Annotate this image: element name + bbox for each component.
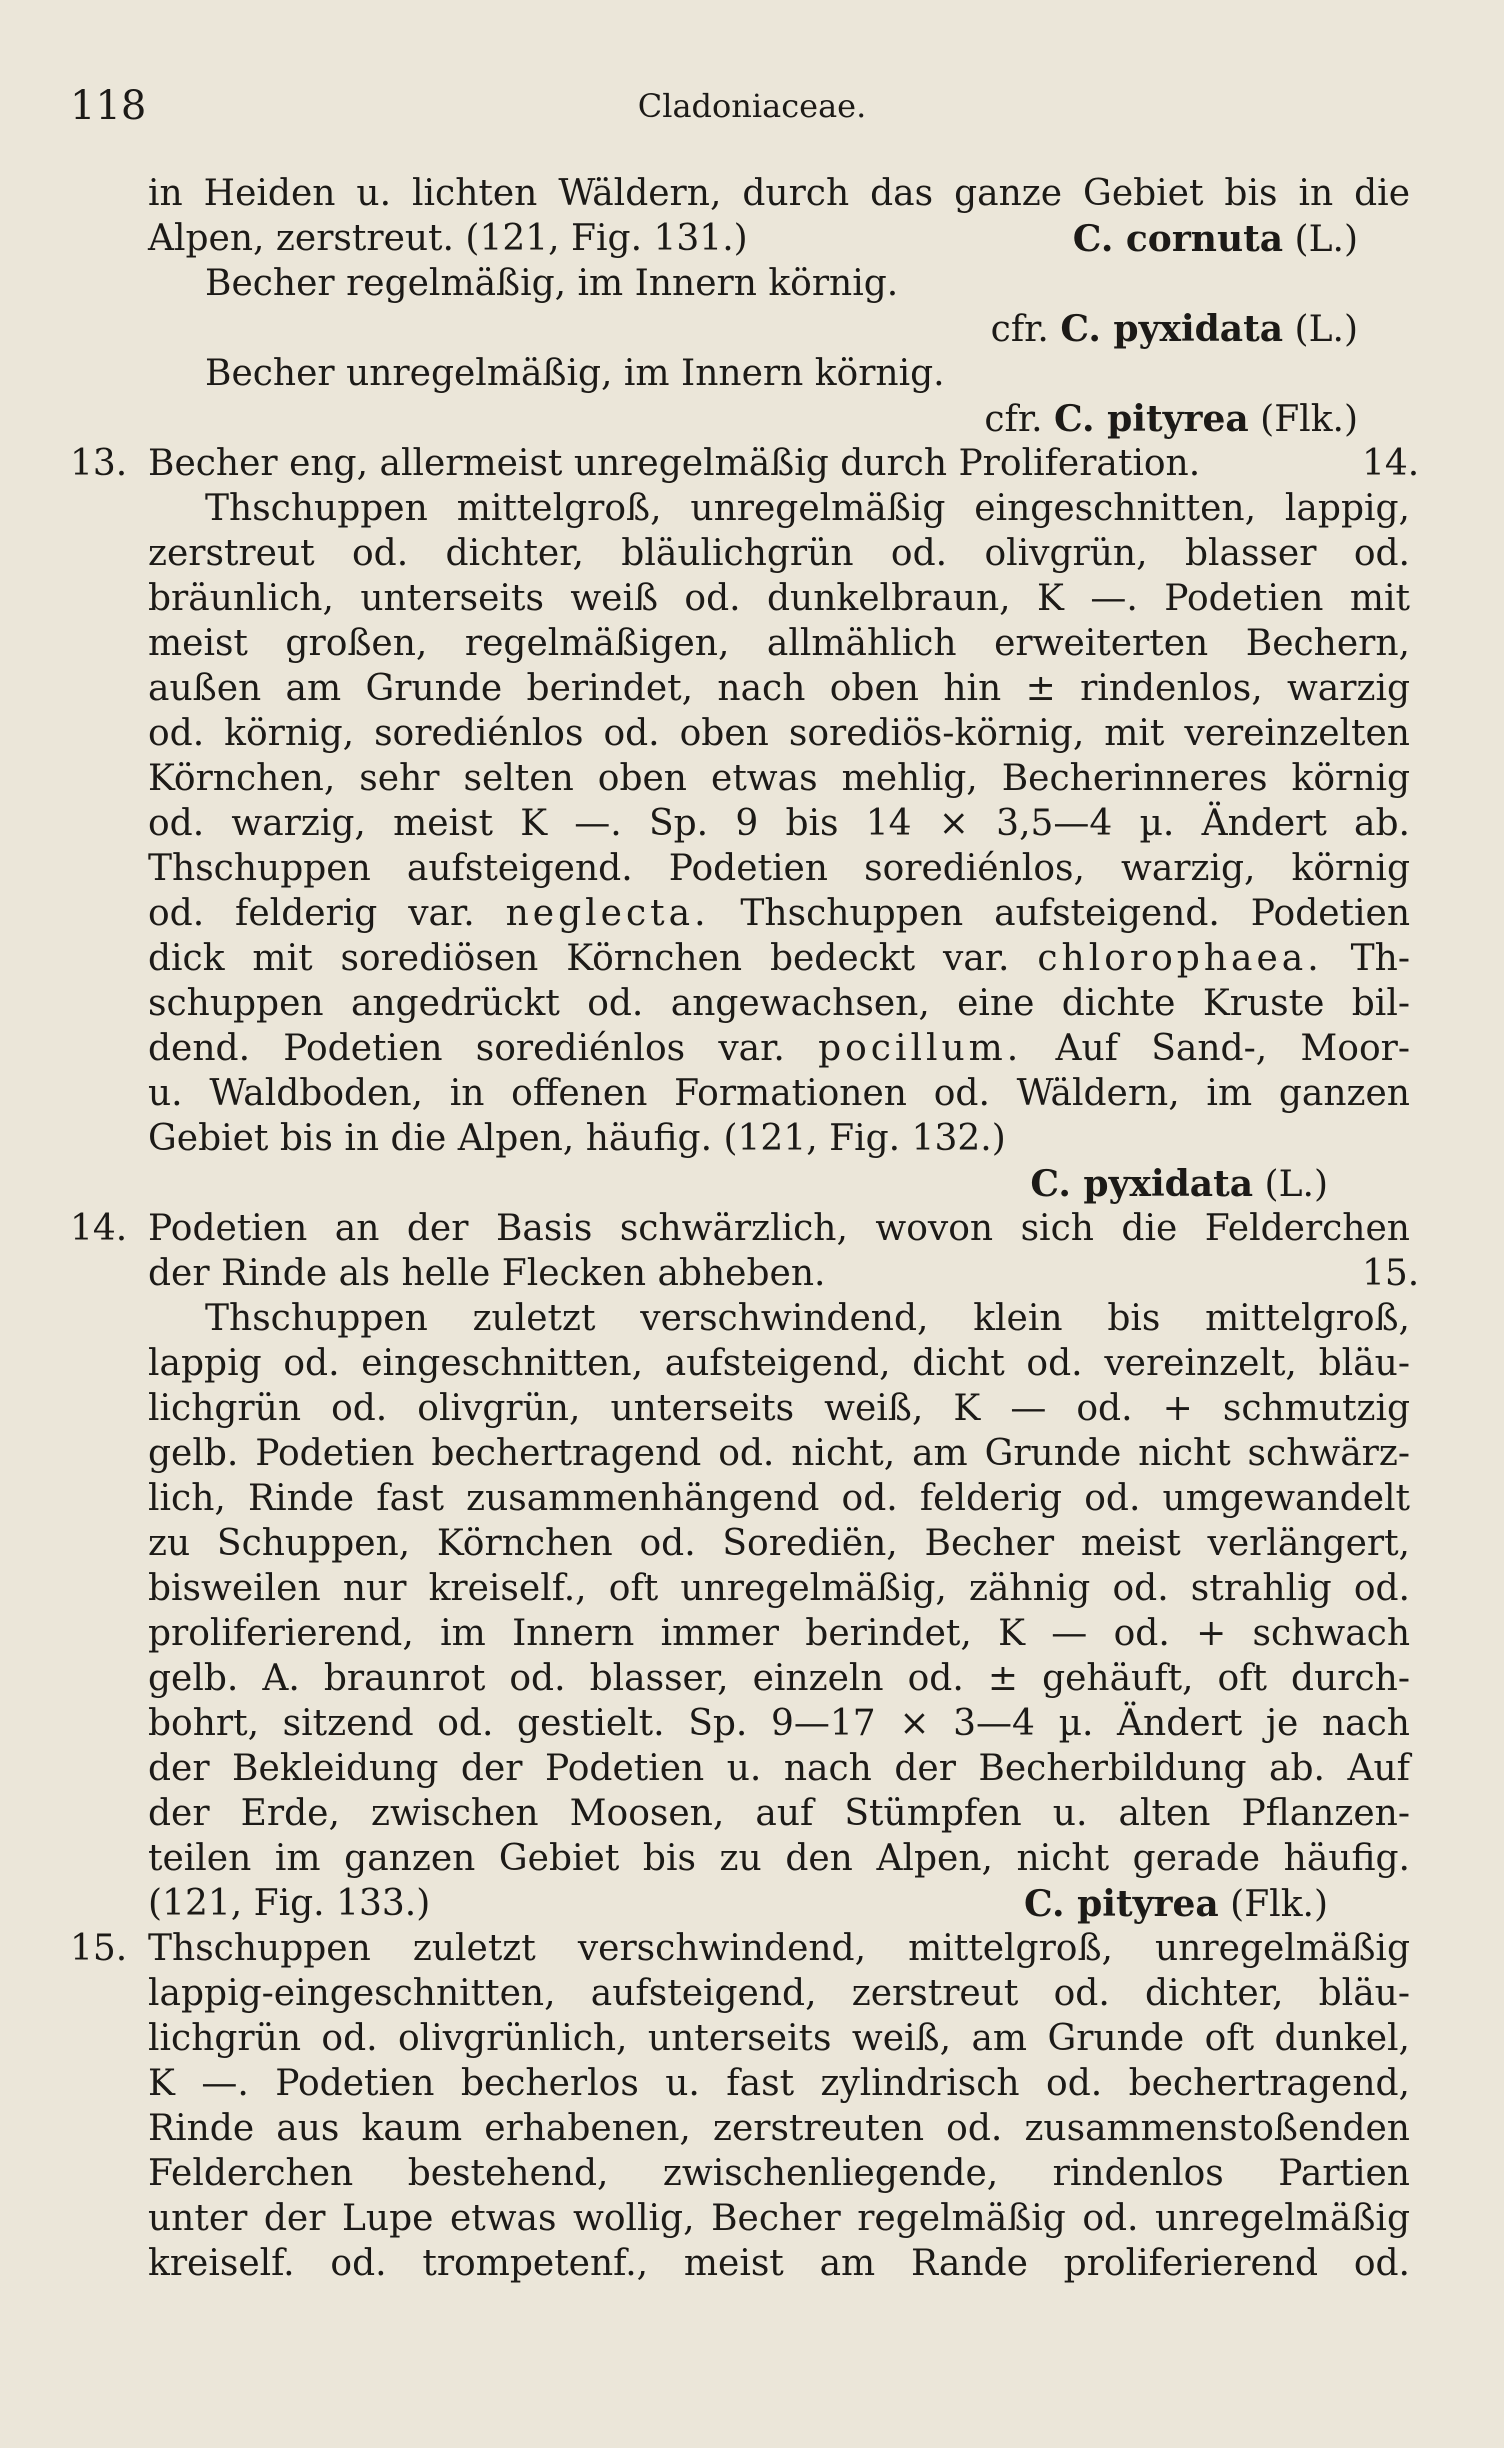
- author-abbrev: (Flk.): [1230, 1884, 1328, 1925]
- running-title: Cladoniaceae.: [637, 87, 867, 125]
- text-line: Becher eng, allermeist unregelmäßig durch Proliferation.: [148, 443, 1201, 484]
- author-abbrev: (L.): [1294, 309, 1358, 350]
- lead-reference: 15.: [1362, 1253, 1420, 1294]
- text-span: Thschuppen aufsteigend. Podetien: [740, 893, 1411, 934]
- text-span: Th-: [1350, 938, 1410, 979]
- couplet-number: 15.: [70, 1928, 128, 1969]
- text-line: Becher regelmäßig, im Innern körnig.: [205, 263, 899, 304]
- text-line: bräunlich, unterseits weiß od. dunkelbraun, K —. Podetien mit: [148, 578, 1410, 619]
- text-line: od. körnig, sorediénlos od. oben sorediös-körnig, mit vereinzelten: [148, 713, 1410, 754]
- text-line: gelb. Podetien bechertragend od. nicht, am Grunde nicht schwärz-: [148, 1433, 1410, 1474]
- text-line: kreiself. od. trompetenf., meist am Rande proliferierend od.: [148, 2243, 1410, 2284]
- text-line: unter der Lupe etwas wollig, Becher regelmäßig od. unregelmäßig: [148, 2198, 1410, 2239]
- text-span: od. felderig var.: [148, 893, 475, 934]
- species-name: C. pityrea: [1054, 398, 1249, 440]
- species-name-line: [148, 1882, 1328, 1927]
- variety-name: pocillum.: [818, 1028, 1023, 1069]
- text-line: Gebiet bis in die Alpen, häufig. (121, Fig. 132.): [148, 1118, 1006, 1159]
- text-line: schuppen angedrückt od. angewachsen, eine dichte Kruste bil-: [148, 983, 1410, 1024]
- text-line: K —. Podetien becherlos u. fast zylindrisch od. bechertragend,: [148, 2063, 1410, 2104]
- text-line: (121, Fig. 133.): [148, 1883, 431, 1924]
- text-line: lichgrün od. olivgrün, unterseits weiß, K — od. + schmutzig: [148, 1388, 1410, 1429]
- text-line: der Rinde als helle Flecken abheben.: [148, 1253, 826, 1294]
- author-abbrev: (L.): [1294, 219, 1358, 260]
- text-line: [148, 892, 1410, 936]
- text-line: lappig-eingeschnitten, aufsteigend, zerstreut od. dichter, bläu-: [148, 1973, 1410, 2014]
- text-line: teilen im ganzen Gebiet bis zu den Alpen, nicht gerade häufig.: [148, 1838, 1410, 1879]
- text-line: der Bekleidung der Podetien u. nach der Becherbildung ab. Auf: [148, 1748, 1410, 1789]
- species-name: C. pyxidata: [1030, 1163, 1254, 1205]
- text-line: zerstreut od. dichter, bläulichgrün od. olivgrün, blasser od.: [148, 533, 1410, 574]
- couplet-number: 14.: [70, 1208, 128, 1249]
- text-line: gelb. A. braunrot od. blasser, einzeln od. ± gehäuft, oft durch-: [148, 1658, 1410, 1699]
- text-line: od. warzig, meist K —. Sp. 9 bis 14 × 3,5—4 µ. Ändert ab.: [148, 803, 1410, 844]
- species-name-line: [148, 397, 1358, 442]
- text-span: Alpen, zerstreut. (121, Fig. 131.): [148, 218, 748, 259]
- text-line: in Heiden u. lichten Wäldern, durch das ganze Gebiet bis in die: [148, 173, 1410, 214]
- text-line: meist großen, regelmäßigen, allmählich erweiterten Bechern,: [148, 623, 1410, 664]
- text-line: [148, 937, 1410, 981]
- text-line: [148, 1027, 1410, 1071]
- text-span: dick mit sorediösen Körnchen bedeckt var.: [148, 938, 1010, 979]
- text-line: u. Waldboden, in offenen Formationen od. Wäldern, im ganzen: [148, 1073, 1410, 1114]
- page-number: 118: [70, 83, 147, 129]
- species-name: C. cornuta: [1072, 218, 1284, 260]
- text-line: bisweilen nur kreiself., oft unregelmäßig, zähnig od. strahlig od.: [148, 1568, 1410, 1609]
- species-name-line: [148, 1162, 1328, 1207]
- text-line: Thschuppen mittelgroß, unregelmäßig eingeschnitten, lappig,: [205, 488, 1410, 529]
- text-line: lappig od. eingeschnitten, aufsteigend, dicht od. vereinzelt, bläu-: [148, 1343, 1410, 1384]
- variety-name: chlorophaea.: [1037, 938, 1323, 979]
- author-abbrev: (L.): [1264, 1164, 1328, 1205]
- text-line: der Erde, zwischen Moosen, auf Stümpfen u. alten Pflanzen-: [148, 1793, 1410, 1834]
- text-span: dend. Podetien sorediénlos var.: [148, 1028, 785, 1069]
- text-line: lichgrün od. olivgrünlich, unterseits weiß, am Grunde oft dunkel,: [148, 2018, 1410, 2059]
- text-line: Becher unregelmäßig, im Innern körnig.: [205, 353, 945, 394]
- text-line: Rinde aus kaum erhabenen, zerstreuten od. zusammenstoßenden: [148, 2108, 1410, 2149]
- text-line: Thschuppen zuletzt verschwindend, klein bis mittelgroß,: [205, 1298, 1410, 1339]
- lead-reference: 14.: [1362, 443, 1420, 484]
- text-line: zu Schuppen, Körnchen od. Sorediën, Becher meist verlängert,: [148, 1523, 1410, 1564]
- variety-name: neglecta.: [505, 893, 710, 934]
- text-line: Thschuppen aufsteigend. Podetien sorediénlos, warzig, körnig: [148, 848, 1410, 889]
- text-line: lich, Rinde fast zusammenhängend od. felderig od. umgewandelt: [148, 1478, 1410, 1519]
- text-span: Auf Sand-, Moor-: [1055, 1028, 1410, 1069]
- species-name-line: [148, 217, 1358, 262]
- text-line: Thschuppen zuletzt verschwindend, mittelgroß, unregelmäßig: [148, 1928, 1410, 1969]
- text-line: Körnchen, sehr selten oben etwas mehlig, Becherinneres körnig: [148, 758, 1410, 799]
- species-name: C. pyxidata: [1060, 308, 1284, 350]
- couplet-number: 13.: [70, 443, 128, 484]
- text-line: außen am Grunde berindet, nach oben hin ± rindenlos, warzig: [148, 668, 1410, 709]
- text-line: Podetien an der Basis schwärzlich, wovon sich die Felderchen: [148, 1208, 1410, 1249]
- author-abbrev: (Flk.): [1260, 399, 1358, 440]
- cfr-label: cfr.: [990, 309, 1049, 350]
- species-name: C. pityrea: [1024, 1883, 1219, 1925]
- text-line: bohrt, sitzend od. gestielt. Sp. 9—17 × 3—4 µ. Ändert je nach: [148, 1703, 1410, 1744]
- text-line: proliferierend, im Innern immer berindet, K — od. + schwach: [148, 1613, 1410, 1654]
- cfr-label: cfr.: [984, 399, 1043, 440]
- text-line: Felderchen bestehend, zwischenliegende, rindenlos Partien: [148, 2153, 1410, 2194]
- species-name-line: [148, 307, 1358, 352]
